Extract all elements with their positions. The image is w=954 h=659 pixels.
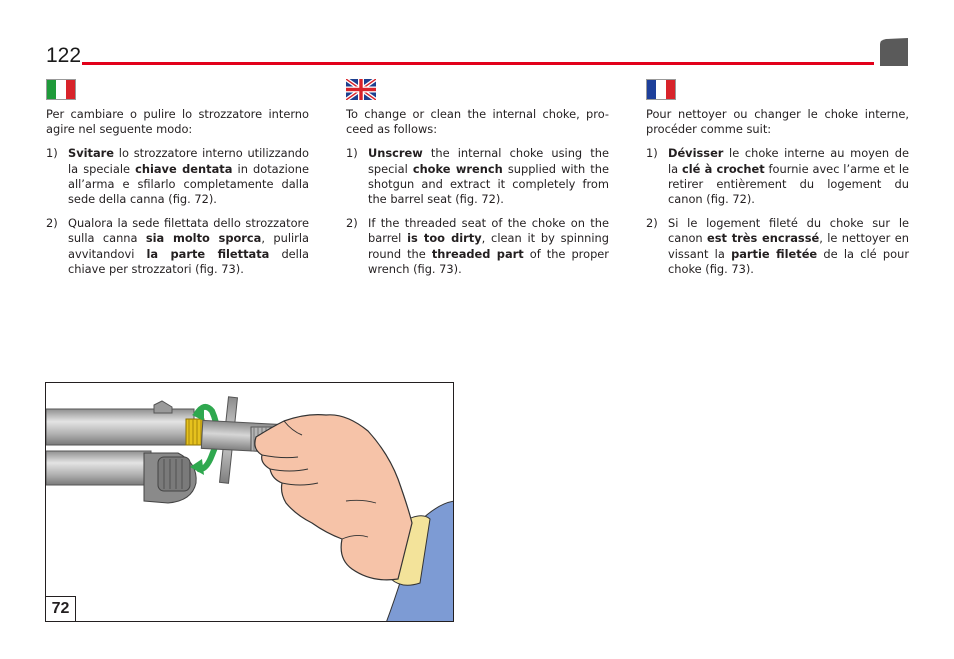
bold-text: clé à crochet	[682, 161, 765, 176]
header-rule	[82, 62, 874, 65]
bold-text: partie filetée	[731, 246, 818, 261]
body-text: Si le logement fileté du choke sur le canon	[668, 216, 909, 246]
figure-72	[45, 382, 454, 622]
bold-text: est très encrassé	[707, 231, 820, 246]
body-text: , pulirla avvitandovi	[68, 231, 309, 261]
body-text: , clean it by spinning round the	[368, 231, 609, 261]
body-text: in dotazione all’arma e sfilarlo completamente dalla sede della canna (fig. 72).	[68, 161, 309, 207]
bold-text: choke wrench	[412, 161, 503, 176]
body-text: fournie avec l’arme et le retirer entièrement du logement du canon (fig. 72).	[668, 161, 909, 207]
italy-flag-icon	[46, 79, 76, 100]
bold-text: sia molto sporca	[145, 231, 262, 246]
english-intro: To change or clean the internal choke, pro-ceed as follows:	[346, 107, 609, 137]
magazine-tube	[46, 451, 151, 485]
item-number: 1)	[646, 146, 658, 161]
bold-text: la parte filettata	[146, 246, 270, 261]
corner-tab-icon	[880, 38, 908, 66]
body-text: lo strozzatore interno utilizzando la speciale	[68, 146, 309, 176]
figure-label: 72	[46, 596, 76, 621]
body-text: de la clé pour choke (fig. 73).	[668, 246, 910, 276]
italian-intro: Per cambiare o pulire lo strozzatore interno agire nel seguente modo:	[46, 107, 309, 137]
body-text: the internal choke using the special	[368, 146, 609, 176]
body-text: If the threaded seat of the choke on the barrel	[368, 216, 609, 246]
body-text: Qualora la sede filettata dello strozzatore sulla canna	[68, 216, 309, 246]
body-text: supplied with the shotgun and extract it completely from the barrel seat (fig. 72).	[368, 161, 609, 207]
bold-text: Dévisser	[668, 146, 724, 161]
list-item	[46, 216, 309, 277]
list-item	[46, 146, 309, 207]
french-column	[646, 107, 909, 286]
list-item	[346, 146, 609, 207]
bold-text: chiave dentata	[135, 161, 233, 176]
body-text: le choke interne au moyen de la	[668, 146, 909, 176]
english-column	[346, 107, 609, 286]
french-intro: Pour nettoyer ou changer le choke interne, procéder comme suit:	[646, 107, 909, 137]
bold-text: is too dirty	[407, 231, 482, 246]
list-item	[346, 216, 609, 277]
list-item	[646, 216, 909, 277]
france-flag-icon	[646, 79, 676, 100]
list-item	[646, 146, 909, 207]
bold-text: Unscrew	[368, 146, 423, 161]
body-text: della chiave per strozzatori (fig. 73).	[68, 246, 309, 276]
bold-text: threaded part	[431, 246, 524, 261]
item-number: 2)	[46, 216, 58, 231]
body-text: , le nettoyer en vissant la	[668, 231, 909, 261]
item-number: 1)	[346, 146, 358, 161]
page-number: 122	[46, 44, 82, 67]
hand	[255, 415, 412, 580]
item-number: 2)	[346, 216, 358, 231]
italian-column	[46, 107, 309, 286]
upper-barrel	[46, 409, 194, 445]
uk-flag-icon	[346, 79, 376, 100]
body-text: of the proper wrench (fig. 73).	[368, 246, 609, 276]
item-number: 1)	[46, 146, 58, 161]
item-number: 2)	[646, 216, 658, 231]
bold-text: Svitare	[68, 146, 115, 161]
choke-wrench-illustration	[46, 383, 454, 622]
